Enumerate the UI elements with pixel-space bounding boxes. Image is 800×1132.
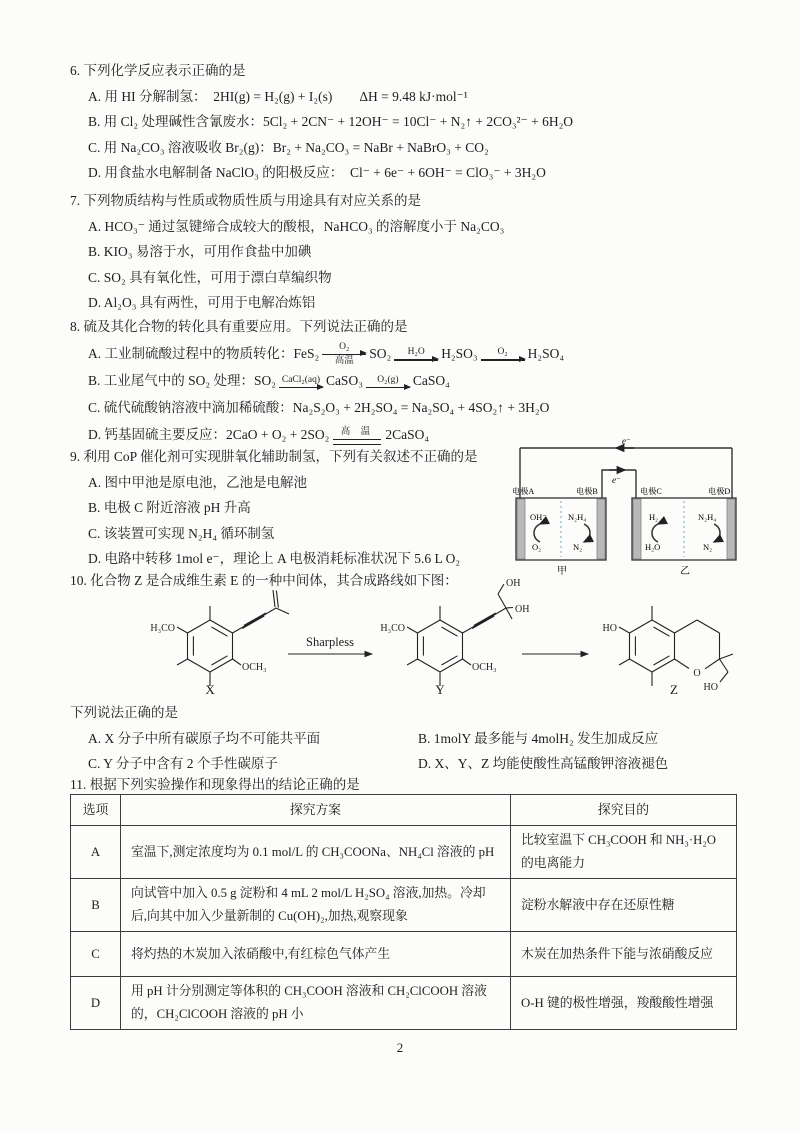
row-b-purpose: 淀粉水解液中存在还原性糖 — [511, 879, 737, 932]
header-purpose: 探究目的 — [511, 795, 737, 826]
row-a-purpose: 比较室温下 CH₃COOH 和 NH₃·H₂O 的电离能力 — [511, 826, 737, 879]
cell-yi-label: 乙 — [680, 566, 690, 577]
table-header-row — [71, 795, 737, 826]
y-methoxy-bottom-label: OCH₃ — [472, 662, 497, 673]
q8d-formula-1: 2CaO + O₂ + 2SO₂ — [226, 427, 330, 443]
arrow-top-label: O₂(g) — [377, 374, 399, 385]
q8b-pre: B. 工业尾气中的 SO₂ 处理： — [88, 373, 254, 389]
row-c-purpose: 木炭在加热条件下能与浓硝酸反应 — [511, 932, 737, 977]
question-9-option-d: D. 电路中转移 1mol e⁻，理论上 A 电极消耗标准状况下 5.6 L O₂ — [88, 551, 461, 567]
question-6 — [70, 58, 748, 186]
top-wire — [520, 448, 732, 498]
structure-x-label: X — [205, 682, 215, 697]
page-number: 2 — [396, 1040, 404, 1055]
reaction-arrow — [481, 347, 525, 361]
q8d-formula-2: 2CaSO₄ — [385, 427, 430, 443]
species-h2o: H₂O — [645, 542, 661, 552]
reaction-arrow — [279, 375, 323, 389]
electrode-b-label: 电极B — [576, 487, 598, 496]
question-6-title: 6. 下列化学反应表示正确的是 — [70, 63, 246, 78]
electrode-c-bar — [633, 499, 641, 559]
question-10-option-b: B. 1molY 最多能与 4molH₂ 发生加成反应 — [418, 730, 659, 746]
q8d-pre: D. 钙基固硫主要反应： — [88, 427, 226, 443]
y-hydroxyl-top-label: OH — [506, 578, 521, 589]
species-n2h4-right: N₂H₄ — [698, 512, 717, 522]
z-ring-oxygen-label: O — [693, 668, 701, 679]
arrow-shaft-icon — [322, 354, 366, 355]
reaction-arrow — [322, 342, 366, 367]
header-plan: 探究方案 — [121, 795, 511, 826]
species-o2: O₂ — [532, 542, 542, 552]
question-10-option-a: A. X 分子中所有碳原子均不可能共平面 — [88, 730, 321, 746]
question-10-title: 10. 化合物 Z 是合成维生素 E 的一种中间体，其合成路线如下图： — [70, 573, 458, 588]
table-row — [71, 879, 737, 932]
row-b-plan: 向试管中加入 0.5 g 淀粉和 4 mL 2 mol/L H₂SO₄ 溶液,加热。冷却后,向其中加入少量新制的 Cu(OH)₂,加热,观察现象 — [121, 879, 511, 932]
question-7-option-d: D. Al₂O₃ 具有两性，可用于电解冶炼铝 — [88, 295, 316, 311]
electrode-c-label: 电极C — [640, 487, 662, 496]
electron-label-top: e⁻ — [622, 436, 631, 446]
cycle-arrow-icon — [534, 524, 540, 542]
question-7-option-b: B. KIO₃ 易溶于水，可用作食盐中加碘 — [88, 244, 312, 260]
electrode-a-bar — [517, 499, 525, 559]
species-n2-left: N₂ — [573, 542, 583, 552]
question-8-option-b — [70, 367, 748, 394]
species-h2: H₂ — [649, 512, 659, 522]
reaction-arrow — [366, 375, 410, 389]
q8a-pre: A. 工业制硫酸过程中的物质转化： — [88, 345, 294, 361]
question-9-option-c: C. 该装置可实现 N₂H₄ 循环制氢 — [88, 525, 275, 541]
row-d-option: D — [71, 977, 121, 1030]
question-9-option-a: A. 图中甲池是原电池，乙池是电解池 — [88, 474, 307, 490]
question-6-option-c: C. 用 Na₂CO₃ 溶液吸收 Br₂(g)：Br₂ + Na₂CO₃ = NaBr + NaBrO₃ + CO₂ — [88, 139, 489, 155]
question-6-option-b: B. 用 Cl₂ 处理碱性含氰废水：5Cl₂ + 2CN⁻ + 12OH⁻ = 10Cl⁻ + N₂↑ + 2CO₃²⁻ + 6H₂O — [88, 114, 574, 130]
row-a-option: A — [71, 826, 121, 879]
q8a-formula-2: SO₂ — [369, 345, 392, 361]
electrode-a-label: 电极A — [512, 487, 535, 496]
question-10-option-c: C. Y 分子中含有 2 个手性碳原子 — [88, 756, 278, 772]
header-option: 选项 — [71, 795, 121, 826]
question-6-option-d: D. 用食盐水电解制备 NaClO₃ 的阳极反应： Cl⁻ + 6e⁻ + 6OH⁻ = ClO₃⁻ + 3H₂O — [88, 165, 546, 181]
question-9-option-b: B. 电极 C 附近溶液 pH 升高 — [88, 500, 251, 516]
structure-y — [380, 578, 529, 697]
row-a-plan: 室温下,测定浓度均为 0.1 mol/L 的 CH₃COONa、NH₄Cl 溶液的 pH — [121, 826, 511, 879]
equals-with-condition — [333, 427, 381, 445]
question-10-options — [70, 700, 748, 777]
question-8 — [70, 314, 748, 448]
x-methoxy-left-label: H₃CO — [150, 623, 175, 634]
z-hydroxyl-bottom-label: HO — [703, 682, 718, 693]
arrow-shaft-icon — [481, 359, 525, 360]
y-hydroxyl-mid-label: OH — [515, 604, 530, 615]
row-b-option: B — [71, 879, 121, 932]
species-n2h4-left: N₂H₄ — [568, 512, 587, 522]
question-10-stem: 下列说法正确的是 — [70, 705, 178, 720]
arrow-top-label: O₂ — [497, 347, 508, 358]
structure-z-label: Z — [670, 682, 678, 697]
electrode-d-label: 电极D — [708, 487, 731, 496]
x-methoxy-bottom-label: OCH₃ — [242, 662, 267, 673]
arrow-bottom-label: 高温 — [334, 356, 354, 367]
question-8-title: 8. 硫及其化合物的转化具有重要应用。下列说法正确的是 — [70, 319, 408, 334]
structure-y-label: Y — [435, 682, 445, 697]
structure-z — [603, 606, 733, 697]
arrow-shaft-icon — [279, 387, 323, 388]
q8a-formula-4: H₂SO₄ — [527, 345, 565, 361]
y-methoxy-left-label: H₃CO — [380, 623, 405, 634]
species-n2-right: N₂ — [703, 542, 713, 552]
synthesis-scheme — [60, 576, 760, 700]
arrow-shaft-icon — [366, 387, 410, 388]
q8b-formula-3: CaSO₄ — [412, 373, 450, 389]
species-oh: OH⁻ — [530, 512, 547, 522]
cycle-arrow-icon — [652, 524, 658, 542]
question-11-title: 11. 根据下列实验操作和现象得出的结论正确的是 — [70, 777, 360, 792]
reaction-arrow — [394, 347, 438, 361]
structure-x — [150, 590, 289, 697]
q8a-formula-1: FeS₂ — [293, 345, 320, 361]
row-c-option: C — [71, 932, 121, 977]
condition-label: 高 温 — [340, 427, 375, 438]
question-7-title: 7. 下列物质结构与性质或物质性质与用途具有对应关系的是 — [70, 193, 421, 208]
table-row — [71, 977, 737, 1030]
row-d-plan: 用 pH 计分别测定等体积的 CH₃COOH 溶液和 CH₂ClCOOH 溶液的，CH₂ClCOOH 溶液的 pH 小 — [121, 977, 511, 1030]
electrode-d-bar — [727, 499, 735, 559]
question-9-title: 9. 利用 CoP 催化剂可实现肼氧化辅助制氢，下列有关叙述不正确的是 — [70, 449, 478, 464]
arrow-top-label: CaCl₂(aq) — [281, 374, 320, 385]
z-hydroxyl-left-label: HO — [602, 623, 617, 634]
cycle-arrow-icon — [714, 524, 720, 542]
question-8-option-a — [70, 340, 748, 368]
question-7 — [70, 188, 748, 316]
question-8-option-c: C. 硫代硫酸钠溶液中滴加稀硫酸：Na₂S₂O₃ + 2H₂SO₄ = Na₂SO₄ + 4SO₂↑ + 3H₂O — [88, 400, 550, 416]
electrolysis-cells-diagram — [510, 436, 746, 580]
q8b-formula-1: SO₂ — [253, 373, 276, 389]
question-7-option-a: A. HCO₃⁻ 通过氢键缔合成较大的酸根，NaHCO₃ 的溶解度小于 Na₂CO₃ — [88, 218, 505, 234]
table-row — [71, 932, 737, 977]
question-9 — [70, 444, 510, 572]
cell-jia-label: 甲 — [557, 566, 567, 577]
arrow-top-label: H₂O — [407, 347, 425, 358]
question-7-option-c: C. SO₂ 具有氧化性，可用于漂白草编织物 — [88, 269, 332, 285]
row-c-plan: 将灼热的木炭加入浓硝酸中,有红棕色气体产生 — [121, 932, 511, 977]
electrode-b-bar — [597, 499, 605, 559]
q8b-formula-2: CaSO₃ — [325, 373, 363, 389]
arrow-shaft-icon — [394, 359, 438, 360]
arrow-top-label: O₂ — [339, 341, 350, 352]
q8a-formula-3: H₂SO₃ — [441, 345, 478, 361]
question-6-option-a: A. 用 HI 分解制氢： 2HI(g) = H₂(g) + I₂(s) ΔH = 9.48 kJ·mol⁻¹ — [88, 88, 468, 104]
question-11-table — [70, 794, 737, 1030]
table-row — [71, 826, 737, 879]
row-d-purpose: O-H 键的极性增强，羧酸酸性增强 — [511, 977, 737, 1030]
sharpless-label: Sharpless — [306, 635, 354, 649]
electron-label-mid: e⁻ — [612, 475, 621, 485]
question-10-option-d: D. X、Y、Z 均能使酸性高锰酸钾溶液褪色 — [418, 756, 669, 772]
cycle-arrow-icon — [584, 524, 590, 542]
